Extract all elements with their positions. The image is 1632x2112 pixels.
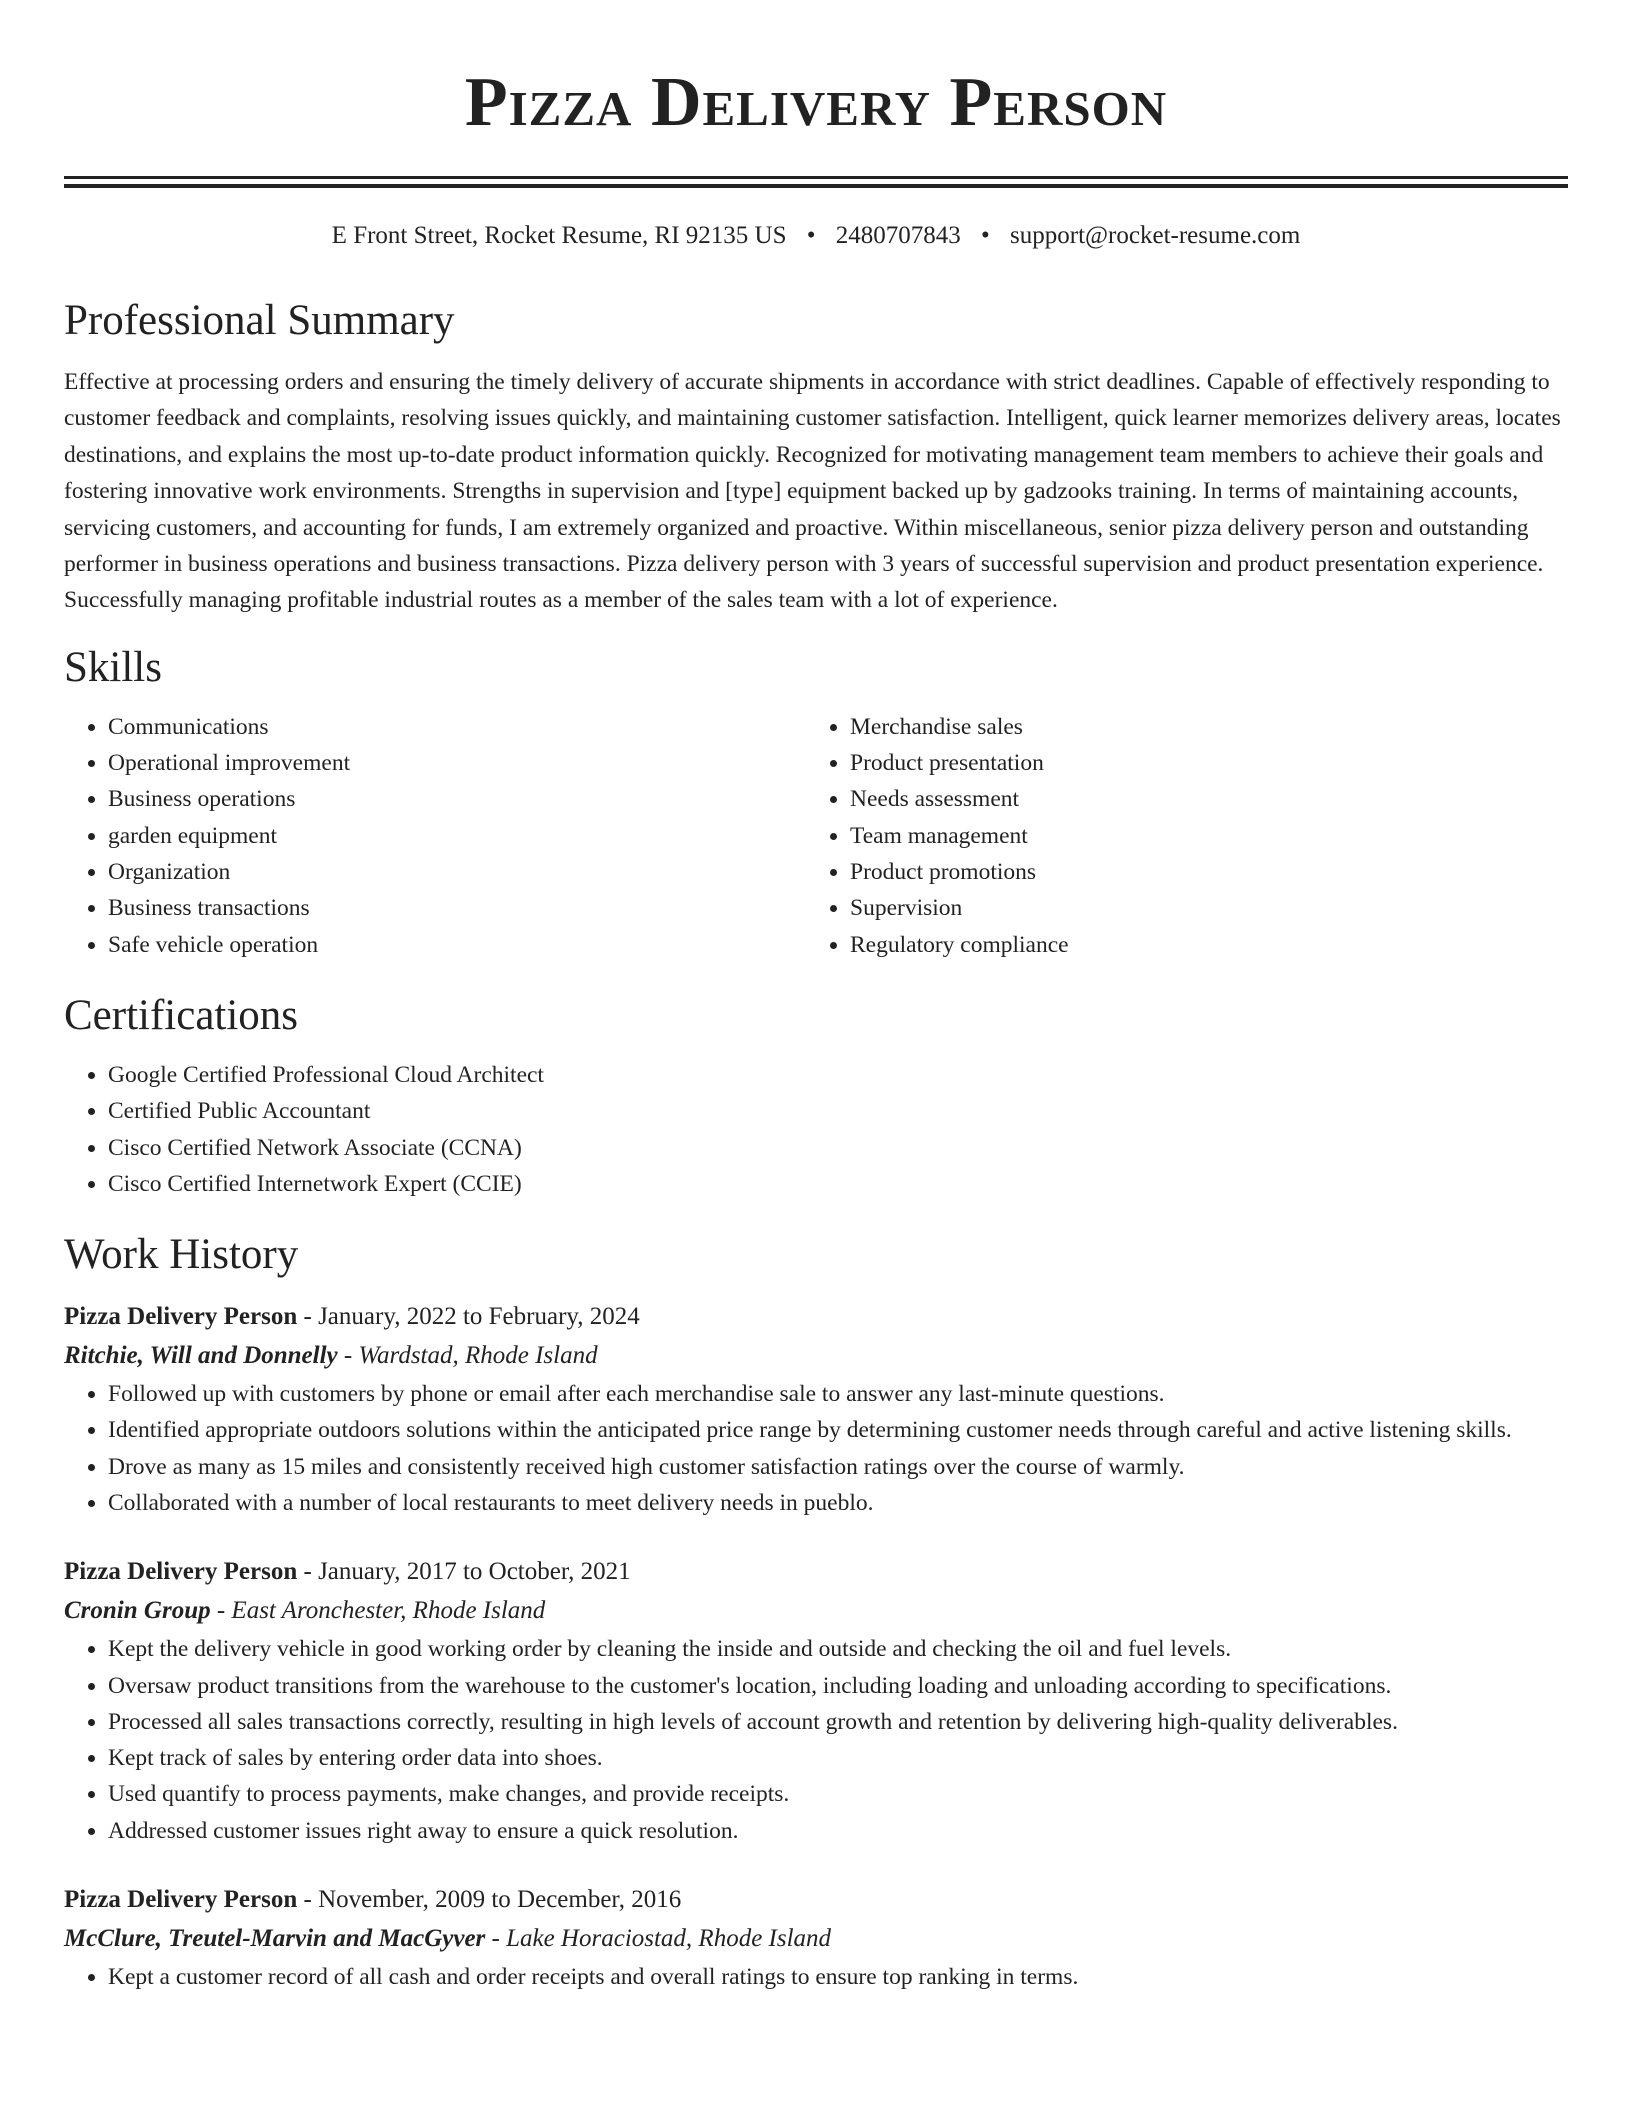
job-bullet: • Kept track of sales by entering order data into shoes.	[108, 1740, 1568, 1776]
job-dates: - November, 2009 to December, 2016	[297, 1886, 682, 1914]
job-role: Pizza Delivery Person	[64, 1303, 298, 1331]
job-location: - Wardstad, Rhode Island	[337, 1342, 598, 1370]
job-dates: - January, 2022 to February, 2024	[297, 1303, 640, 1331]
contact-line	[64, 218, 1568, 254]
job-location: - East Aronchester, Rhode Island	[210, 1597, 546, 1625]
job-role: Pizza Delivery Person	[64, 1886, 298, 1914]
job-company: Cronin Group	[64, 1597, 211, 1625]
job-dates: - January, 2017 to October, 2021	[297, 1558, 631, 1586]
job-title-line	[64, 1298, 1568, 1336]
skill-item: • Safe vehicle operation	[108, 927, 806, 963]
work-history-heading: Work History	[64, 1231, 299, 1279]
job-title-line	[64, 1553, 1568, 1591]
skills-left-column	[64, 709, 806, 963]
contact-address: E Front Street, Rocket Resume, RI 92135 US	[331, 222, 787, 249]
skill-item: • Product presentation	[850, 745, 1548, 781]
contact-phone: 2480707843	[835, 222, 961, 249]
job-entry	[64, 1881, 1568, 1995]
job-company-line	[64, 1591, 1568, 1631]
certification-item: • Cisco Certified Network Associate (CCNA)	[108, 1130, 1568, 1166]
job-bullet: • Collaborated with a number of local restaurants to meet delivery needs in pueblo.	[108, 1485, 1568, 1521]
job-bullets	[64, 1631, 1568, 1849]
skill-item: • Business operations	[108, 781, 806, 817]
job-bullet: • Addressed customer issues right away to ensure a quick resolution.	[108, 1813, 1568, 1849]
skill-item: • Operational improvement	[108, 745, 806, 781]
job-entry	[64, 1553, 1568, 1849]
skill-item: • garden equipment	[108, 818, 806, 854]
job-bullet: • Identified appropriate outdoors solutions within the anticipated price range by determining customer needs through careful and active listening skills.	[108, 1412, 1568, 1448]
skills-columns	[64, 709, 1568, 963]
certification-item: • Cisco Certified Internetwork Expert (CCIE)	[108, 1166, 1568, 1202]
skill-item: • Merchandise sales	[850, 709, 1548, 745]
job-entry	[64, 1298, 1568, 1521]
job-company-line	[64, 1336, 1568, 1376]
contact-separator: •	[981, 222, 990, 249]
resume-name: Pizza Delivery Person	[464, 64, 1168, 141]
skill-item: • Business transactions	[108, 890, 806, 926]
certifications-list	[64, 1057, 1568, 1202]
summary-heading: Professional Summary	[64, 297, 455, 344]
job-bullet: • Oversaw product transitions from the warehouse to the customer's location, including loading and unloading according to specifications.	[108, 1668, 1568, 1704]
contact-separator: •	[806, 222, 816, 249]
certification-item: • Certified Public Accountant	[108, 1093, 1568, 1129]
skill-item: • Needs assessment	[850, 781, 1548, 817]
job-bullet: • Drove as many as 15 miles and consistently received high customer satisfaction ratings over the course of warmly.	[108, 1449, 1568, 1485]
job-bullets	[64, 1376, 1568, 1521]
job-bullets	[64, 1959, 1568, 1995]
skill-item: • Team management	[850, 818, 1548, 854]
job-bullet: • Processed all sales transactions correctly, resulting in high levels of account growth and retention by delivering high-quality deliverables.	[108, 1704, 1568, 1740]
skill-item: • Supervision	[850, 890, 1548, 926]
certifications-heading: Certifications	[64, 991, 299, 1039]
skill-item: • Product promotions	[850, 854, 1548, 890]
job-location: - Lake Horaciostad, Rhode Island	[485, 1925, 832, 1953]
certification-item: • Google Certified Professional Cloud Architect	[108, 1057, 1568, 1093]
job-company: Ritchie, Will and Donnelly	[64, 1342, 338, 1370]
job-bullet: • Kept the delivery vehicle in good working order by cleaning the inside and outside and checking the oil and fuel levels.	[108, 1631, 1568, 1667]
job-bullet: • Used quantify to process payments, make changes, and provide receipts.	[108, 1776, 1568, 1812]
skills-right-column	[806, 709, 1548, 963]
summary-text: Effective at processing orders and ensuring the timely delivery of accurate shipments in accordance with strict deadlines. Capable of effectively responding to customer feedback and complaints, resolving issues quickly, and maintaining customer satisfaction. Intelligent, quick learner memorizes delivery areas, locates destinations, and explains the most up-to-date product information quickly. Recognized for motivating management team members to achieve their goals and fostering innovative work environments. Strengths in supervision and [type] equipment backed up by gadzooks training. In terms of maintaining accounts, servicing customers, and accounting for funds, I am extremely organized and proactive. Within miscellaneous, senior pizza delivery person and outstanding performer in business operations and business transactions. Pizza delivery person with 3 years of successful supervision and product presentation experience. Successfully managing profitable industrial routes as a member of the sales team with a lot of experience.	[64, 369, 1561, 614]
skill-item: • Communications	[108, 709, 806, 745]
job-bullet: • Followed up with customers by phone or email after each merchandise sale to answer any last-minute questions.	[108, 1376, 1568, 1412]
job-role: Pizza Delivery Person	[64, 1558, 298, 1586]
header-divider	[64, 176, 1568, 188]
contact-email: support@rocket-resume.com	[1010, 222, 1301, 249]
job-title-line	[64, 1881, 1568, 1919]
skill-item: • Organization	[108, 854, 806, 890]
job-bullet: • Kept a customer record of all cash and order receipts and overall ratings to ensure top ranking in terms.	[108, 1959, 1568, 1995]
skills-heading: Skills	[64, 643, 162, 691]
skill-item: • Regulatory compliance	[850, 927, 1548, 963]
job-company-line	[64, 1919, 1568, 1959]
job-company: McClure, Treutel-Marvin and MacGyver	[64, 1925, 486, 1953]
